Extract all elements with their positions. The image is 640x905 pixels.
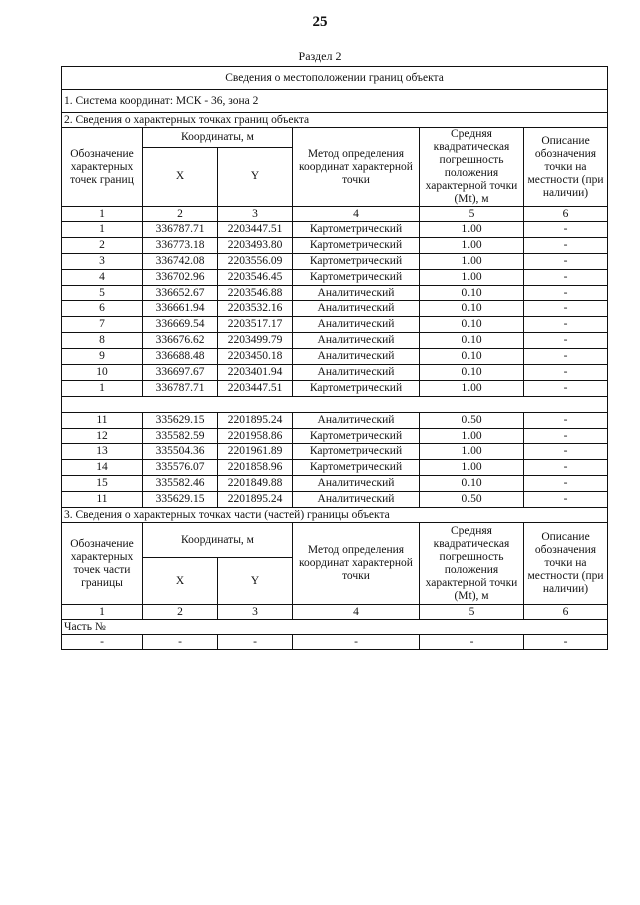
error-cell: 1.00: [420, 269, 524, 285]
method-cell: Аналитический: [293, 476, 420, 492]
table-row: [62, 365, 608, 381]
method-cell: Картометрический: [293, 253, 420, 269]
description-cell: -: [524, 269, 608, 285]
header-coordinates: Координаты, м: [143, 128, 293, 148]
coord-x-cell: 336676.62: [143, 333, 218, 349]
table-row: [62, 333, 608, 349]
coord-y-cell: 2203450.18: [218, 349, 293, 365]
error-cell: 1.00: [420, 428, 524, 444]
column-number: 2: [143, 207, 218, 222]
column-number: 5: [420, 605, 524, 620]
header-y: Y: [218, 147, 293, 206]
header-coordinates-part: Координаты, м: [143, 523, 293, 558]
description-cell: -: [524, 349, 608, 365]
header-error: Средняя квадратическая погрешность положения характерной точки (Mt), м: [420, 128, 524, 207]
method-cell: Картометрический: [293, 460, 420, 476]
coord-y-cell: 2203546.88: [218, 285, 293, 301]
coord-y-cell: 2203401.94: [218, 365, 293, 381]
coord-system: 1. Система координат: МСК - 36, зона 2: [62, 90, 608, 113]
error-cell: 1.00: [420, 237, 524, 253]
description-cell: -: [524, 317, 608, 333]
error-cell: 1.00: [420, 222, 524, 238]
error-cell: 0.50: [420, 412, 524, 428]
column-number: 3: [218, 605, 293, 620]
method-cell: Аналитический: [293, 349, 420, 365]
coord-y-cell: 2203499.79: [218, 333, 293, 349]
coord-x-cell: 336742.08: [143, 253, 218, 269]
error-cell: 0.10: [420, 301, 524, 317]
description-cell: -: [524, 476, 608, 492]
column-number-row: [62, 207, 608, 222]
table-row: [62, 460, 608, 476]
coord-x-cell: 336661.94: [143, 301, 218, 317]
description-cell: -: [524, 285, 608, 301]
point-number-cell: 5: [62, 285, 143, 301]
point-number-cell: 4: [62, 269, 143, 285]
table-row: [62, 301, 608, 317]
header-x: X: [143, 147, 218, 206]
section3-title: 3. Сведения о характерных точках части (частей) границы объекта: [62, 508, 608, 523]
point-number-cell: 15: [62, 476, 143, 492]
coord-x-cell: 336702.96: [143, 269, 218, 285]
column-number: 6: [524, 207, 608, 222]
coord-x-cell: 336773.18: [143, 237, 218, 253]
error-cell: 0.10: [420, 285, 524, 301]
column-number: 5: [420, 207, 524, 222]
header-method-part: Метод определения координат характерной точки: [293, 523, 420, 605]
description-cell: -: [524, 365, 608, 381]
coord-y-cell: 2201858.96: [218, 460, 293, 476]
point-number-cell: 7: [62, 317, 143, 333]
coord-y-cell: 2203493.80: [218, 237, 293, 253]
table-row: [62, 444, 608, 460]
point-number-cell: 12: [62, 428, 143, 444]
coord-y-cell: 2203447.51: [218, 380, 293, 396]
coord-y-cell: 2203517.17: [218, 317, 293, 333]
column-number: 3: [218, 207, 293, 222]
table-row: [62, 492, 608, 508]
method-cell: Аналитический: [293, 333, 420, 349]
point-number-cell: 2: [62, 237, 143, 253]
table-row: [62, 380, 608, 396]
column-number: 2: [143, 605, 218, 620]
coord-x-cell: 336669.54: [143, 317, 218, 333]
coord-y-cell: 2203532.16: [218, 301, 293, 317]
coord-y-cell: 2203556.09: [218, 253, 293, 269]
coord-x-cell: 335576.07: [143, 460, 218, 476]
method-cell: Картометрический: [293, 269, 420, 285]
description-cell: -: [524, 412, 608, 428]
table-row: [62, 428, 608, 444]
method-cell: Аналитический: [293, 365, 420, 381]
boundary-table: [61, 66, 608, 650]
point-number-cell: 8: [62, 333, 143, 349]
coord-y-cell: 2201849.88: [218, 476, 293, 492]
part-cell: -: [293, 635, 420, 650]
coord-y-cell: 2203546.45: [218, 269, 293, 285]
point-number-cell: 13: [62, 444, 143, 460]
method-cell: Аналитический: [293, 412, 420, 428]
point-number-cell: 14: [62, 460, 143, 476]
description-cell: -: [524, 460, 608, 476]
error-cell: 1.00: [420, 380, 524, 396]
description-cell: -: [524, 380, 608, 396]
header-error-part: Средняя квадратическая погрешность положения характерной точки (Mt), м: [420, 523, 524, 605]
header-y-part: Y: [218, 558, 293, 605]
description-cell: -: [524, 237, 608, 253]
description-cell: -: [524, 428, 608, 444]
method-cell: Картометрический: [293, 222, 420, 238]
method-cell: Картометрический: [293, 380, 420, 396]
description-cell: -: [524, 301, 608, 317]
table-row: [62, 317, 608, 333]
table-row: [62, 222, 608, 238]
error-cell: 0.10: [420, 317, 524, 333]
error-cell: 1.00: [420, 460, 524, 476]
column-number: 4: [293, 605, 420, 620]
contour-separator-row: [62, 396, 608, 412]
description-cell: -: [524, 492, 608, 508]
part-label: Часть №: [62, 620, 608, 635]
coord-x-cell: 336787.71: [143, 222, 218, 238]
part-cell: -: [143, 635, 218, 650]
table-row: [62, 412, 608, 428]
description-cell: -: [524, 222, 608, 238]
coord-x-cell: 336697.67: [143, 365, 218, 381]
error-cell: 0.10: [420, 349, 524, 365]
point-number-cell: 10: [62, 365, 143, 381]
error-cell: 0.10: [420, 476, 524, 492]
error-cell: 1.00: [420, 444, 524, 460]
point-number-cell: 3: [62, 253, 143, 269]
part-cell: -: [218, 635, 293, 650]
coord-y-cell: 2203447.51: [218, 222, 293, 238]
point-number-cell: 1: [62, 380, 143, 396]
header-method: Метод определения координат характерной точки: [293, 128, 420, 207]
page-number: 25: [312, 14, 328, 30]
header-point-designation-part: Обозначение характерных точек части границы: [62, 523, 143, 605]
coord-x-cell: 335629.15: [143, 492, 218, 508]
coord-x-cell: 336688.48: [143, 349, 218, 365]
table-title: Сведения о местоположении границ объекта: [62, 67, 608, 90]
method-cell: Картометрический: [293, 444, 420, 460]
header-x-part: X: [143, 558, 218, 605]
table-row: [62, 253, 608, 269]
header-description-part: Описание обозначения точки на местности (при наличии): [524, 523, 608, 605]
coord-x-cell: 335582.59: [143, 428, 218, 444]
description-cell: -: [524, 253, 608, 269]
point-number-cell: 1: [62, 222, 143, 238]
point-number-cell: 11: [62, 492, 143, 508]
error-cell: 1.00: [420, 253, 524, 269]
column-number: 4: [293, 207, 420, 222]
point-number-cell: 11: [62, 412, 143, 428]
coord-y-cell: 2201895.24: [218, 492, 293, 508]
method-cell: Картометрический: [293, 237, 420, 253]
method-cell: Аналитический: [293, 492, 420, 508]
coord-y-cell: 2201895.24: [218, 412, 293, 428]
coord-x-cell: 335504.36: [143, 444, 218, 460]
table-row: [62, 476, 608, 492]
column-number-row-part: [62, 605, 608, 620]
table-row: [62, 349, 608, 365]
error-cell: 0.10: [420, 333, 524, 349]
part-empty-row: [62, 635, 608, 650]
column-number: 1: [62, 207, 143, 222]
table-row: [62, 237, 608, 253]
point-number-cell: 9: [62, 349, 143, 365]
description-cell: -: [524, 444, 608, 460]
coord-x-cell: 335629.15: [143, 412, 218, 428]
coord-x-cell: 336787.71: [143, 380, 218, 396]
coord-y-cell: 2201961.89: [218, 444, 293, 460]
error-cell: 0.50: [420, 492, 524, 508]
point-number-cell: 6: [62, 301, 143, 317]
method-cell: Аналитический: [293, 285, 420, 301]
error-cell: 0.10: [420, 365, 524, 381]
table-row: [62, 285, 608, 301]
column-number: 6: [524, 605, 608, 620]
section2-title: 2. Сведения о характерных точках границ объекта: [62, 113, 608, 128]
part-cell: -: [524, 635, 608, 650]
coord-y-cell: 2201958.86: [218, 428, 293, 444]
coord-x-cell: 336652.67: [143, 285, 218, 301]
column-number: 1: [62, 605, 143, 620]
table-row: [62, 269, 608, 285]
description-cell: -: [524, 333, 608, 349]
section-title: Раздел 2: [298, 49, 342, 63]
method-cell: Аналитический: [293, 301, 420, 317]
coord-x-cell: 335582.46: [143, 476, 218, 492]
part-cell: -: [62, 635, 143, 650]
part-cell: -: [420, 635, 524, 650]
method-cell: Аналитический: [293, 317, 420, 333]
header-description: Описание обозначения точки на местности (при наличии): [524, 128, 608, 207]
header-point-designation: Обозначение характерных точек границ: [62, 128, 143, 207]
method-cell: Картометрический: [293, 428, 420, 444]
